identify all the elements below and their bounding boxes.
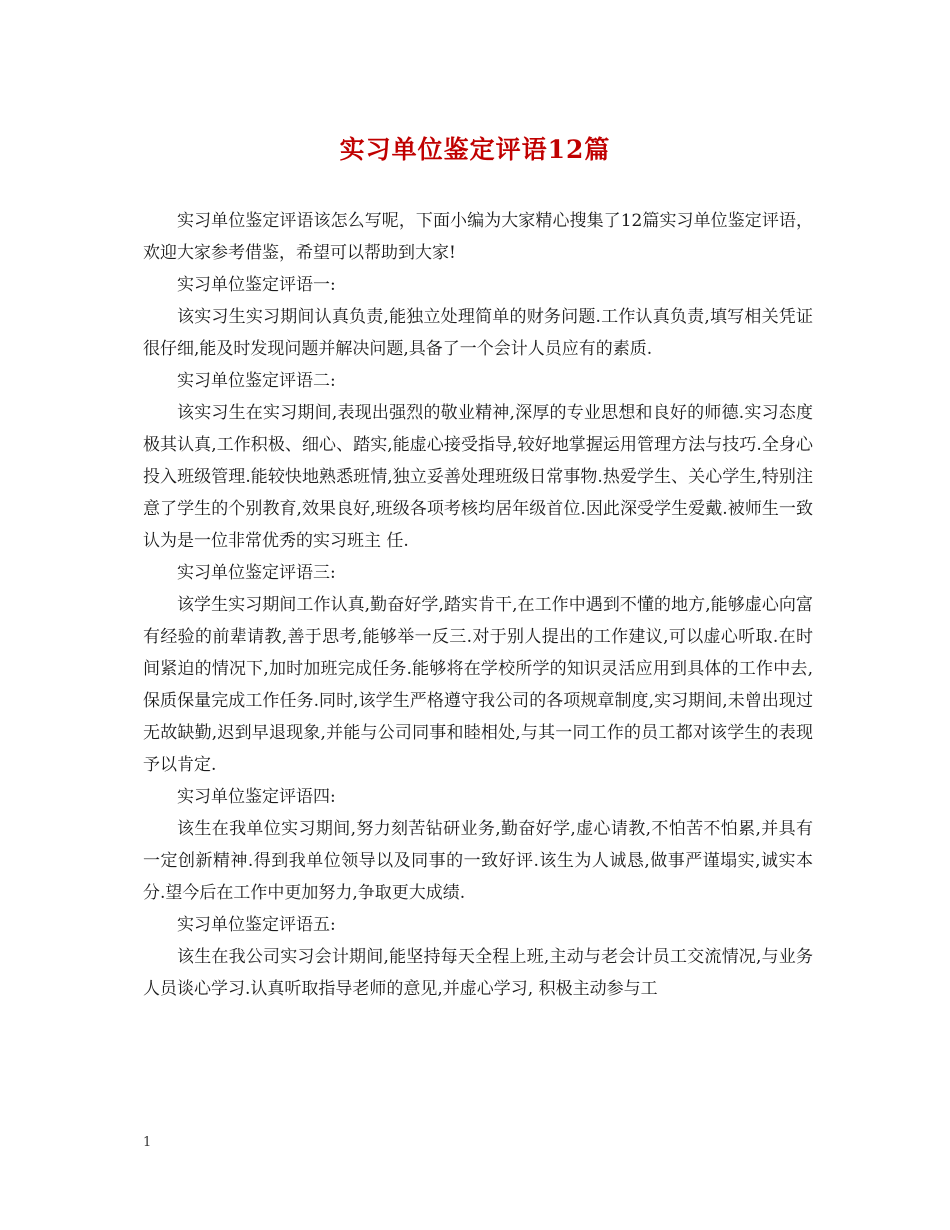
section-heading-1: 实习单位鉴定评语一: <box>177 275 336 295</box>
section-body-3: 该学生实习期间工作认真,勤奋好学,踏实肯干,在工作中遇到不懂的地方,能够虚心向富有经验的前辈请教,善于思考,能够举一反三.对于别人提出的工作建议,可以虚心听取.在时间紧迫的情况下,加时加班完成任务.能够将在学校所学的知识灵活应用到具体的工作中去,保质保量完成工作任务.同时,该学生严格遵守我公司的各项规章制度,实习期间,未曾出现过无故缺勤,迟到早退现象,并能与公司同事和睦相处,与其一同工作的员工都对该学生的表现予以肯定. <box>143 595 813 775</box>
section-heading-2: 实习单位鉴定评语二: <box>177 371 336 391</box>
document-body <box>143 205 813 1005</box>
document-title: 实习单位鉴定评语12篇 <box>339 135 611 164</box>
section-body-2: 该实习生在实习期间,表现出强烈的敬业精神,深厚的专业思想和良好的师德.实习态度极其认真,工作积极、细心、踏实,能虚心接受指导,较好地掌握运用管理方法与技巧.全身心投入班级管理.能较快地熟悉班情,独立妥善处理班级日常事物.热爱学生、关心学生,特别注意了学生的个别教育,效果良好,班级各项考核均居年级首位.因此深受学生爱戴.被师生一致认为是一位非常优秀的实习班主 任. <box>143 403 813 551</box>
section-body-5: 该生在我公司实习会计期间,能坚持每天全程上班,主动与老会计员工交流情况,与业务人员谈心学习.认真听取指导老师的意见,并虚心学习, 积极主动参与工 <box>143 947 813 999</box>
section-body-1: 该实习生实习期间认真负责,能独立处理简单的财务问题.工作认真负责,填写相关凭证很仔细,能及时发现问题并解决问题,具备了一个会计人员应有的素质. <box>143 307 813 359</box>
section-heading-3: 实习单位鉴定评语三: <box>177 563 336 583</box>
page-number: 1 <box>143 1135 152 1150</box>
section-heading-5: 实习单位鉴定评语五: <box>177 915 336 935</box>
section-heading-4: 实习单位鉴定评语四: <box>177 787 336 807</box>
section-body-4: 该生在我单位实习期间,努力刻苦钻研业务,勤奋好学,虚心请教,不怕苦不怕累,并具有一定创新精神.得到我单位领导以及同事的一致好评.该生为人诚恳,做事严谨塌实,诚实本分.望今后在工作中更加努力,争取更大成绩. <box>143 819 813 903</box>
intro-paragraph: 实习单位鉴定评语该怎么写呢，下面小编为大家精心搜集了12篇实习单位鉴定评语，欢迎大家参考借鉴，希望可以帮助到大家! <box>143 211 813 263</box>
